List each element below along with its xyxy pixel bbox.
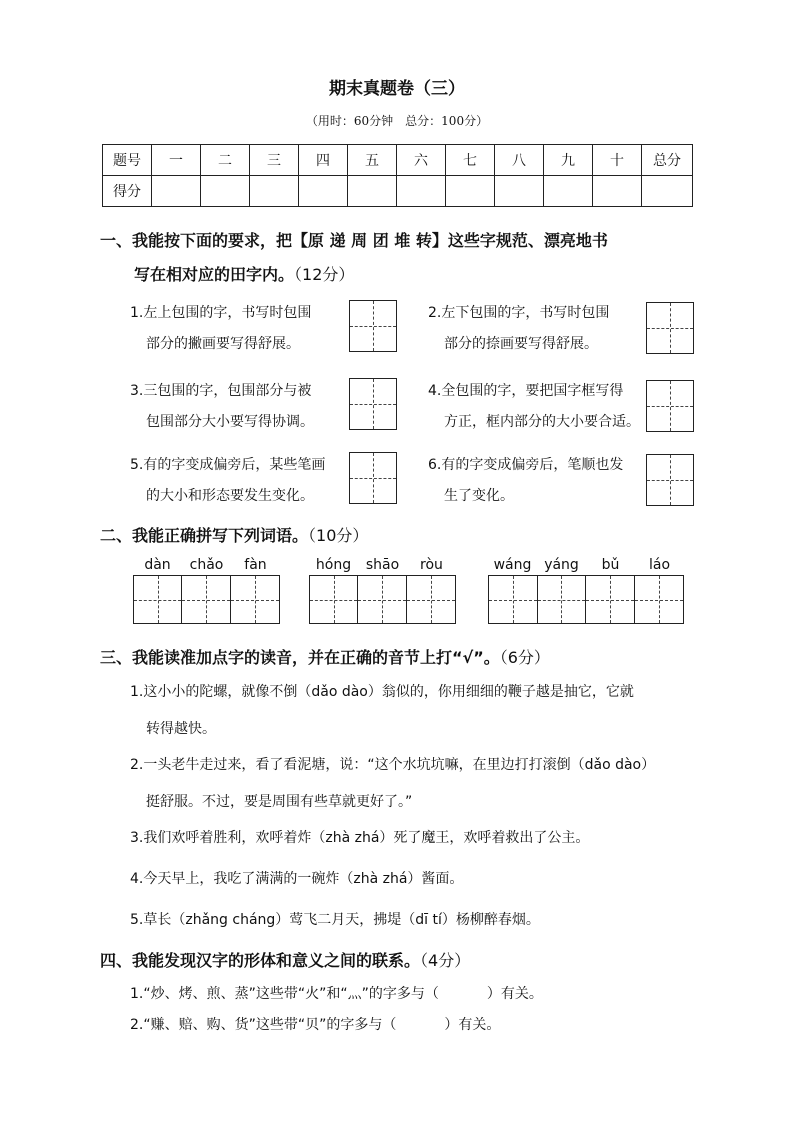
section3-line: 2.一头老牛走过来，看了看泥塘，说：“这个水坑坑嘛，在里边打打滚倒（dǎo dào） <box>130 757 656 773</box>
word-writing-box[interactable] <box>488 575 684 624</box>
score-table <box>102 144 693 207</box>
item-line: 6.有的字变成偏旁后，笔顺也发 <box>428 457 624 473</box>
page-subtitle: （用时：60分钟 总分：100分） <box>305 114 489 128</box>
section3-heading-text: 三、我能读准加点字的读音，并在正确的音节上打“√”。 <box>100 648 500 667</box>
section1-heading-line2 <box>134 262 354 285</box>
score-cell[interactable] <box>593 176 642 207</box>
item-line: 5.有的字变成偏旁后，某些笔画 <box>130 457 326 473</box>
item-line: 部分的撇画要写得舒展。 <box>146 336 300 352</box>
pinyin-label: láo <box>648 557 671 573</box>
tianzige-cell[interactable] <box>635 576 684 623</box>
score-header-cell: 三 <box>250 145 299 176</box>
tianzige-box[interactable] <box>349 452 397 504</box>
score-cell[interactable] <box>642 176 693 207</box>
item-line: 方正，框内部分的大小要合适。 <box>444 414 640 430</box>
fill-text: ）有关。 <box>486 986 543 1002</box>
section3-line: 4.今天早上，我吃了满满的一碗炸（zhà zhá）酱面。 <box>130 871 464 887</box>
score-header-cell: 六 <box>397 145 446 176</box>
score-header-cell: 七 <box>446 145 495 176</box>
score-cell[interactable] <box>250 176 299 207</box>
score-cell[interactable] <box>544 176 593 207</box>
section3-points: （6分） <box>499 648 550 667</box>
score-table-score-row <box>103 176 693 207</box>
section3-line: 3.我们欢呼着胜利，欢呼着炸（zhà zhá）死了魔王，欢呼着救出了公主。 <box>130 830 590 846</box>
word-writing-box[interactable] <box>309 575 456 624</box>
pinyin-label: dàn <box>144 557 171 573</box>
score-header-cell: 总分 <box>642 145 693 176</box>
page-title: 期末真题卷（三） <box>329 79 465 99</box>
score-cell[interactable] <box>152 176 201 207</box>
section4-line-2 <box>130 1010 500 1041</box>
section4-heading-text: 四、我能发现汉字的形体和意义之间的联系。 <box>100 951 421 970</box>
tianzige-box[interactable] <box>646 454 694 506</box>
score-cell[interactable] <box>299 176 348 207</box>
item-line: 1.左上包围的字，书写时包围 <box>130 305 312 321</box>
item-line: 部分的捺画要写得舒展。 <box>444 336 598 352</box>
section1-item-5 <box>130 450 325 512</box>
item-line: 3.三包围的字，包围部分与被 <box>130 383 312 399</box>
score-table-header-row <box>103 145 693 176</box>
score-cell[interactable] <box>348 176 397 207</box>
section2-heading-text: 二、我能正确拼写下列词语。 <box>100 526 309 545</box>
score-header-cell: 二 <box>201 145 250 176</box>
pinyin-label: chǎo <box>189 557 224 573</box>
item-line: 4.全包围的字，要把国字框写得 <box>428 383 624 399</box>
section2-heading <box>100 523 368 546</box>
section1-item-2 <box>428 298 609 360</box>
item-line: 的大小和形态要发生变化。 <box>146 488 314 504</box>
fill-text: ）有关。 <box>444 1017 501 1033</box>
section3-line: 5.草长（zhǎng cháng）莺飞二月天，拂堤（dī tí）杨柳醉春烟。 <box>130 912 540 928</box>
score-cell[interactable] <box>446 176 495 207</box>
tianzige-box[interactable] <box>349 378 397 430</box>
section4-line-1 <box>130 979 543 1010</box>
section4-points: （4分） <box>420 951 471 970</box>
score-header-cell: 四 <box>299 145 348 176</box>
tianzige-box[interactable] <box>349 300 397 352</box>
tianzige-cell[interactable] <box>489 576 538 623</box>
word-writing-box[interactable] <box>133 575 280 624</box>
section1-item-6 <box>428 450 623 512</box>
tianzige-cell[interactable] <box>407 576 455 623</box>
score-header-cell: 五 <box>348 145 397 176</box>
pinyin-label: wáng <box>493 557 532 573</box>
pinyin-label: yáng <box>544 557 579 573</box>
score-cell[interactable] <box>201 176 250 207</box>
score-cell[interactable] <box>495 176 544 207</box>
section1-item-4 <box>428 376 640 438</box>
item-line: 2.左下包围的字，书写时包围 <box>428 305 610 321</box>
tianzige-cell[interactable] <box>310 576 358 623</box>
score-header-cell: 八 <box>495 145 544 176</box>
fill-text: 1.“炒、烤、煎、蒸”这些带“火”和“灬”的字多与（ <box>130 986 439 1002</box>
score-header-cell: 一 <box>152 145 201 176</box>
section1-item-3 <box>130 376 314 438</box>
section2-points: （10分） <box>308 526 369 545</box>
section3-line: 转得越快。 <box>146 721 216 737</box>
item-line: 包围部分大小要写得协调。 <box>146 414 314 430</box>
pinyin-label: ròu <box>420 557 443 573</box>
tianzige-cell[interactable] <box>538 576 587 623</box>
fill-text: 2.“赚、赔、购、货”这些带“贝”的字多与（ <box>130 1017 397 1033</box>
section3-line: 1.这小小的陀螺，就像不倒（dǎo dào）翁似的，你用细细的鞭子越是抽它，它就 <box>130 684 634 700</box>
score-header-cell: 十 <box>593 145 642 176</box>
tianzige-cell[interactable] <box>586 576 635 623</box>
section1-item-1 <box>130 298 311 360</box>
section1-heading: 一、我能按下面的要求，把【原 递 周 团 堆 转】这些字规范、漂亮地书 <box>100 231 608 250</box>
tianzige-cell[interactable] <box>231 576 279 623</box>
score-cell[interactable] <box>397 176 446 207</box>
score-row-label: 得分 <box>103 176 152 207</box>
section1-points: （12分） <box>294 265 355 284</box>
tianzige-box[interactable] <box>646 380 694 432</box>
section3-line: 挺舒服。不过，要是周围有些草就更好了。” <box>146 794 413 810</box>
score-header-cell: 九 <box>544 145 593 176</box>
pinyin-label: fàn <box>244 557 267 573</box>
section3-heading <box>100 645 550 668</box>
score-header-cell: 题号 <box>103 145 152 176</box>
pinyin-label: hóng <box>315 557 352 573</box>
section4-heading <box>100 948 470 971</box>
tianzige-box[interactable] <box>646 302 694 354</box>
pinyin-label: bǔ <box>601 557 620 573</box>
pinyin-label: shāo <box>365 557 400 573</box>
item-line: 生了变化。 <box>444 488 514 504</box>
tianzige-cell[interactable] <box>134 576 182 623</box>
section1-heading-text: 写在相对应的田字内。 <box>134 265 295 284</box>
tianzige-cell[interactable] <box>358 576 406 623</box>
tianzige-cell[interactable] <box>182 576 230 623</box>
